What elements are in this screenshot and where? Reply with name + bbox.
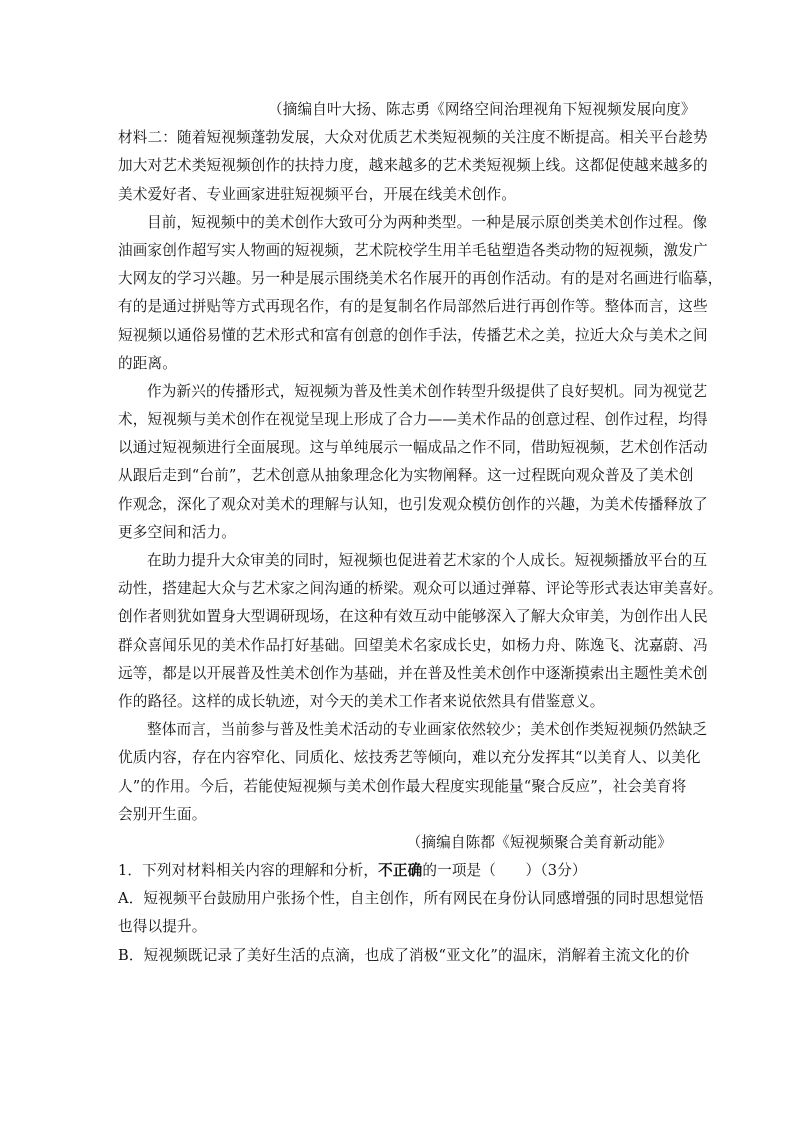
material-2-paragraph-1 xyxy=(118,124,708,209)
text-line: 整体而言，当前参与普及性美术活动的专业画家依然较少；美术创作类短视频仍然缺乏 xyxy=(147,721,708,739)
text-line: 短视频以通俗易懂的艺术形式和富有创意的创作手法，传播艺术之美，拉近大众与美术之间 xyxy=(118,326,708,344)
text-line: 以通过短视频进行全面展现。这与单纯展示一幅成品之作不同，借助短视频，艺术创作活动 xyxy=(118,439,708,457)
text-line: 目前，短视频中的美术创作大致可分为两种类型。一种是展示原创类美术创作过程。像 xyxy=(147,213,708,231)
question-stem-suffix: 的一项是（ ）（3分） xyxy=(422,862,587,880)
text-line: 加大对艺术类短视频创作的扶持力度，越来越多的艺术类短视频上线。这都促使越来越多的 xyxy=(118,157,708,175)
text-line: 远等，都是以开展普及性美术创作为基础，并在普及性美术创作中逐渐摸索出主题性美术创 xyxy=(118,664,708,682)
question-1 xyxy=(118,857,704,970)
option-a-line: A．短视频平台鼓励用户张扬个性，自主创作，所有网民在身份认同感增强的同时思想觉悟 xyxy=(118,890,704,908)
text-line: 有的是通过拼贴等方式再现名作，有的是复制名作局部然后进行再创作等。整体而言，这些 xyxy=(118,298,708,316)
text-line: 作观念，深化了观众对美术的理解与认知，也引发观众模仿创作的兴趣，为美术传播释放了 xyxy=(118,495,708,513)
question-stem xyxy=(118,857,674,885)
text-line: 创作者则犹如置身大型调研现场，在这种有效互动中能够深入了解大众审美，为创作出人民 xyxy=(118,608,708,626)
source-citation-2: （摘编自陈都《短视频聚合美育新动能》 xyxy=(406,833,672,851)
text-line: 从跟后走到“台前”，艺术创意从抽象理念化为实物阐释。这一过程既向观众普及了美术创 xyxy=(118,467,694,485)
exam-page xyxy=(118,96,723,970)
material-2-paragraph-3 xyxy=(118,378,708,547)
material-2-paragraph-4 xyxy=(118,547,723,716)
text-line: 大网友的学习兴趣。另一种是展示围绕美术名作展开的再创作活动。有的是对名画进行临摹， xyxy=(118,270,723,288)
question-stem-prefix: 1．下列对材料相关内容的理解和分析， xyxy=(118,862,379,880)
text-line: 更多空间和活力。 xyxy=(118,523,236,541)
text-line: 的距离。 xyxy=(118,354,177,372)
text-line: 会别开生面。 xyxy=(118,805,207,823)
text-line: 在助力提升大众审美的同时，短视频也促进着艺术家的个人成长。短视频播放平台的互 xyxy=(147,552,708,569)
option-a-line: 也得以提升。 xyxy=(118,918,207,936)
text-line: 作的路径。这样的成长轨迹，对今天的美术工作者来说依然具有借鉴意义。 xyxy=(118,692,605,710)
material-2-paragraph-5 xyxy=(118,716,708,829)
text-line: 人”的作用。今后，若能使短视频与美术创作最大程度实现能量“聚合反应”，社会美育将 xyxy=(118,777,687,795)
text-line: 群众喜闻乐见的美术作品打好基础。回望美术名家成长史，如杨力舟、陈逸飞、沈嘉蔚、冯 xyxy=(118,636,708,654)
text-line: 油画家创作超写实人物画的短视频，艺术院校学生用羊毛毡塑造各类动物的短视频，激发广 xyxy=(118,241,708,259)
material-2-paragraph-2 xyxy=(118,209,723,378)
source-citation-1: （摘编自叶大扬、陈志勇《网络空间治理视角下短视频发展向度》 xyxy=(268,101,696,118)
text-line: 术，短视频与美术创作在视觉呈现上形成了合力——美术作品的创意过程、创作过程，均得 xyxy=(118,411,708,429)
text-line: 动性，搭建起大众与艺术家之间沟通的桥梁。观众可以通过弹幕、评论等形式表达审美喜好。 xyxy=(118,580,723,598)
text-line: 美术爱好者、专业画家进驻短视频平台，开展在线美术创作。 xyxy=(118,185,517,203)
question-stem-emphasis: 不正确 xyxy=(378,862,423,880)
text-line: 材料二：随着短视频蓬勃发展，大众对优质艺术类短视频的关注度不断提高。相关平台趁势 xyxy=(118,129,708,147)
text-line: 作为新兴的传播形式，短视频为普及性美术创作转型升级提供了良好契机。同为视觉艺 xyxy=(147,382,708,400)
option-b-line: B．短视频既记录了美好生活的点滴，也成了消极“亚文化”的温床，消解着主流文化的价 xyxy=(118,946,690,964)
text-line: 优质内容，存在内容窄化、同质化、炫技秀艺等倾向，难以充分发挥其“以美育人、以美化 xyxy=(118,749,701,767)
